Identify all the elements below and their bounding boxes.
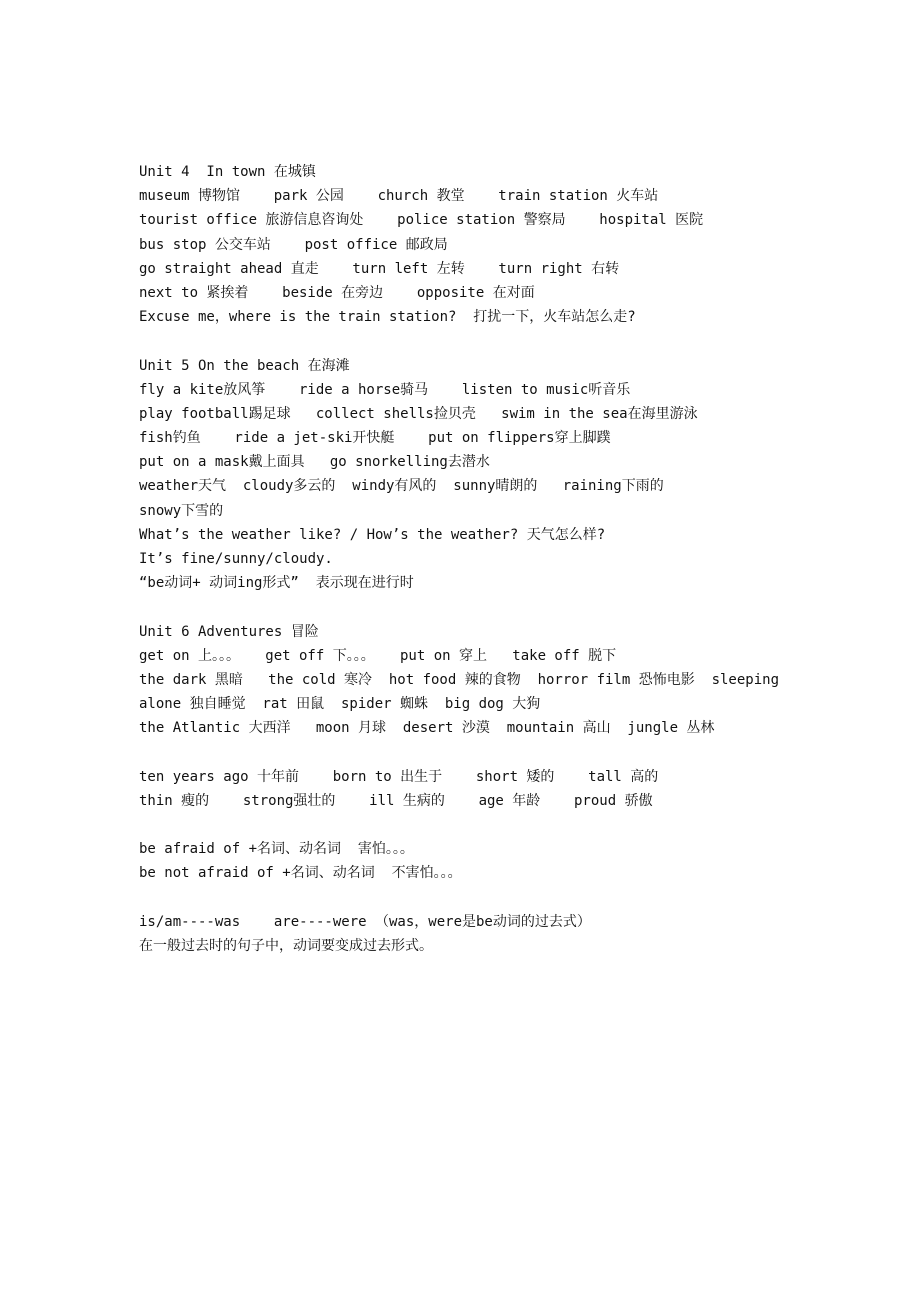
adjectives-line: thin 瘦的 strong强壮的 ill 生病的 age 年龄 proud 骄傲 xyxy=(139,792,653,809)
unit5-line: weather天气 cloudy多云的 windy有风的 sunny晴朗的 raining下雨的 xyxy=(139,478,664,495)
unit5-line: fly a kite放风筝 ride a horse骑马 listen to music听音乐 xyxy=(139,381,631,398)
unit5-line: fish钓鱼 ride a jet-ski开快艇 put on flippers穿上脚蹼 xyxy=(139,430,611,447)
unit6-line: the dark 黑暗 the cold 寒冷 hot food 辣的食物 horror film 恐怖电影 sleeping xyxy=(139,671,780,688)
unit4-section xyxy=(139,160,839,329)
spacer xyxy=(139,886,839,910)
adjectives-line: ten years ago 十年前 born to 出生于 short 矮的 tall 高的 xyxy=(139,768,659,785)
past-tense-line: 在一般过去时的句子中，动词要变成过去形式。 xyxy=(139,938,433,954)
spacer xyxy=(139,741,839,765)
afraid-section xyxy=(139,837,839,885)
past-tense-line: is/am----was are----were （was，were是be动词的过去式） xyxy=(139,913,591,930)
unit6-line: alone 独自睡觉 rat 田鼠 spider 蜘蛛 big dog 大狗 xyxy=(139,696,541,713)
unit6-section xyxy=(139,620,839,741)
unit5-line: “be动词+ 动词ing形式” 表示现在进行时 xyxy=(139,575,414,592)
unit5-line: play football踢足球 collect shells捡贝壳 swim in the sea在海里游泳 xyxy=(139,405,698,422)
afraid-line: be not afraid of +名词、动名词 不害怕。。。 xyxy=(139,865,462,882)
unit6-line: get on 上。。。 get off 下。。。 put on 穿上 take off 脱下 xyxy=(139,647,617,664)
document-page xyxy=(139,160,839,958)
unit5-title: Unit 5 On the beach 在海滩 xyxy=(139,357,350,374)
unit5-line: It’s fine/sunny/cloudy. xyxy=(139,551,333,567)
spacer xyxy=(139,595,839,619)
adjectives-section xyxy=(139,765,839,813)
unit4-line: bus stop 公交车站 post office 邮政局 xyxy=(139,236,448,253)
spacer xyxy=(139,813,839,837)
afraid-line: be afraid of +名词、动名词 害怕。。。 xyxy=(139,841,414,858)
unit4-line: go straight ahead 直走 turn left 左转 turn right 右转 xyxy=(139,260,620,277)
unit6-title: Unit 6 Adventures 冒险 xyxy=(139,623,319,640)
unit5-line: What’s the weather like? / How’s the weather? 天气怎么样? xyxy=(139,526,606,543)
unit4-title: Unit 4 In town 在城镇 xyxy=(139,164,316,180)
past-tense-section xyxy=(139,910,839,958)
unit4-line: Excuse me，where is the train station? 打扰一下，火车站怎么走? xyxy=(139,309,636,326)
unit5-line: put on a mask戴上面具 go snorkelling去潜水 xyxy=(139,454,490,471)
unit5-section xyxy=(139,354,839,596)
unit6-line: the Atlantic 大西洋 moon 月球 desert 沙漠 mountain 高山 jungle 丛林 xyxy=(139,720,715,737)
unit4-line: museum 博物馆 park 公园 church 教堂 train station 火车站 xyxy=(139,188,659,205)
unit4-line: tourist office 旅游信息咨询处 police station 警察局 hospital 医院 xyxy=(139,212,704,229)
spacer xyxy=(139,329,839,353)
unit5-line: snowy下雪的 xyxy=(139,502,224,519)
unit4-line: next to 紧挨着 beside 在旁边 opposite 在对面 xyxy=(139,284,535,301)
